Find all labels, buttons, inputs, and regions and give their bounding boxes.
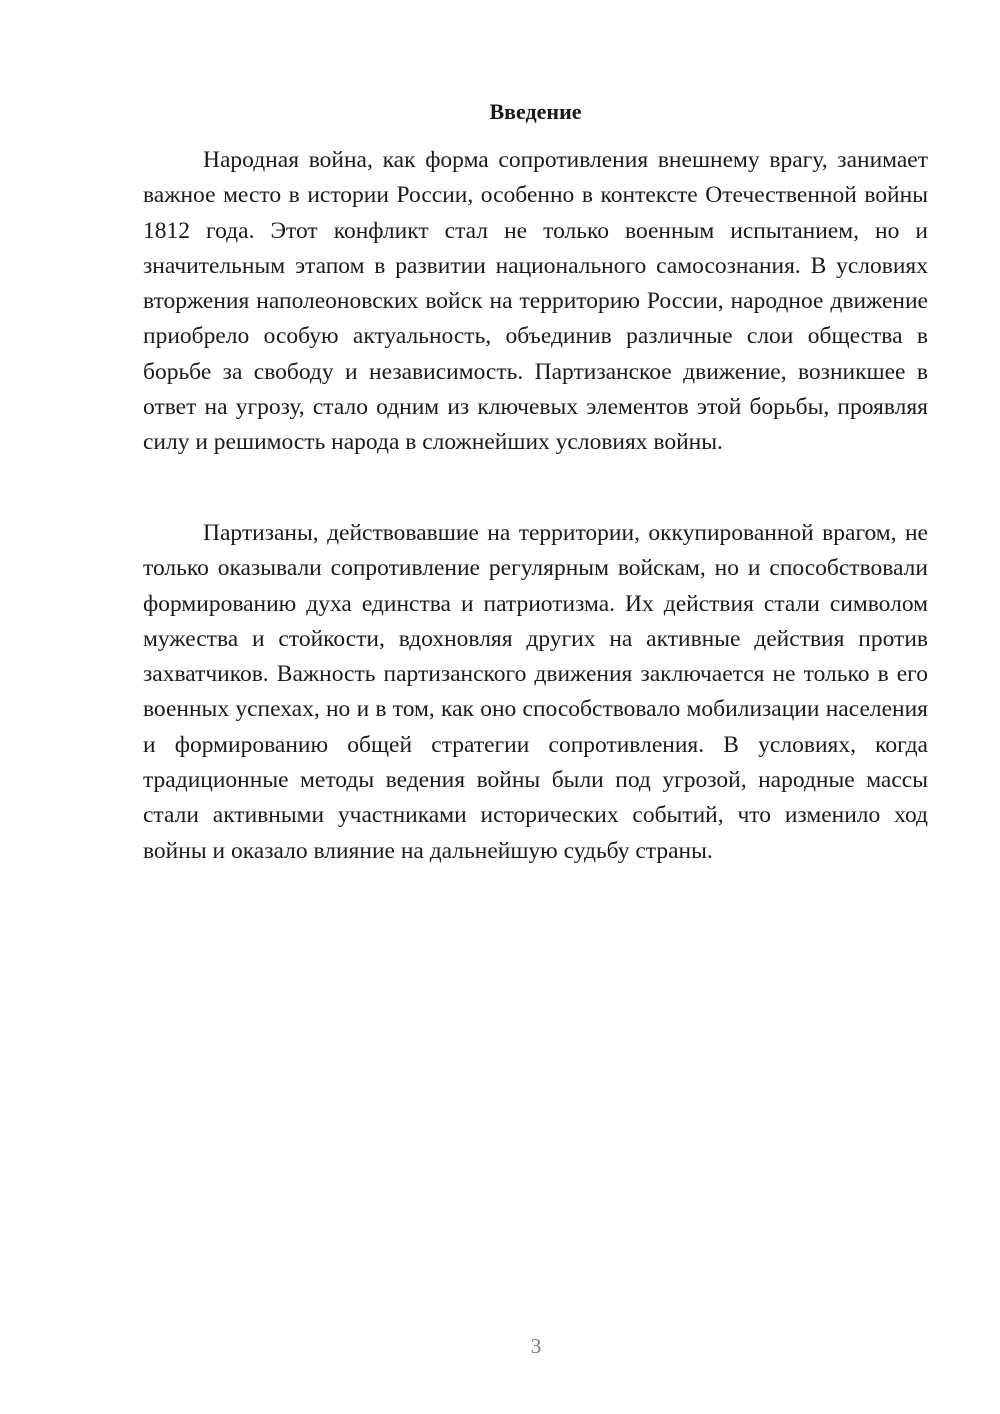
page-number: 3 (530, 1334, 542, 1358)
section-heading: Введение (489, 99, 582, 124)
paragraph-2: Партизаны, действовавшие на территории, оккупированной врагом, не только оказывали сопротивление регулярным войскам, но и способствовали формированию духа единства и патриотизма. Их действия стали символом мужества и стойкости, вдохновляя других на активные действия против захватчиков. Важность партизанского движения заключается не только в его военных успехах, но и в том, как оно способствовало мобилизации населения и формированию общей стратегии сопротивления. В условиях, когда традиционные методы ведения войны были под угрозой, народные массы стали активными участниками исторических событий, что изменило ход войны и оказало влияние на дальнейшую судьбу страны. (143, 520, 928, 864)
paragraph-1: Народная война, как форма сопротивления внешнему врагу, занимает важное место в истории России, особенно в контексте Отечественной войны 1812 года. Этот конфликт стал не только военным испытанием, но и значительным этапом в развитии национального самосознания. В условиях вторжения наполеоновских войск на территорию России, народное движение приобрело особую актуальность, объединив различные слои общества в борьбе за свободу и независимость. Партизанское движение, возникшее в ответ на угрозу, стало одним из ключевых элементов этой борьбы, проявляя силу и решимость народа в сложнейших условиях войны. (143, 147, 928, 456)
